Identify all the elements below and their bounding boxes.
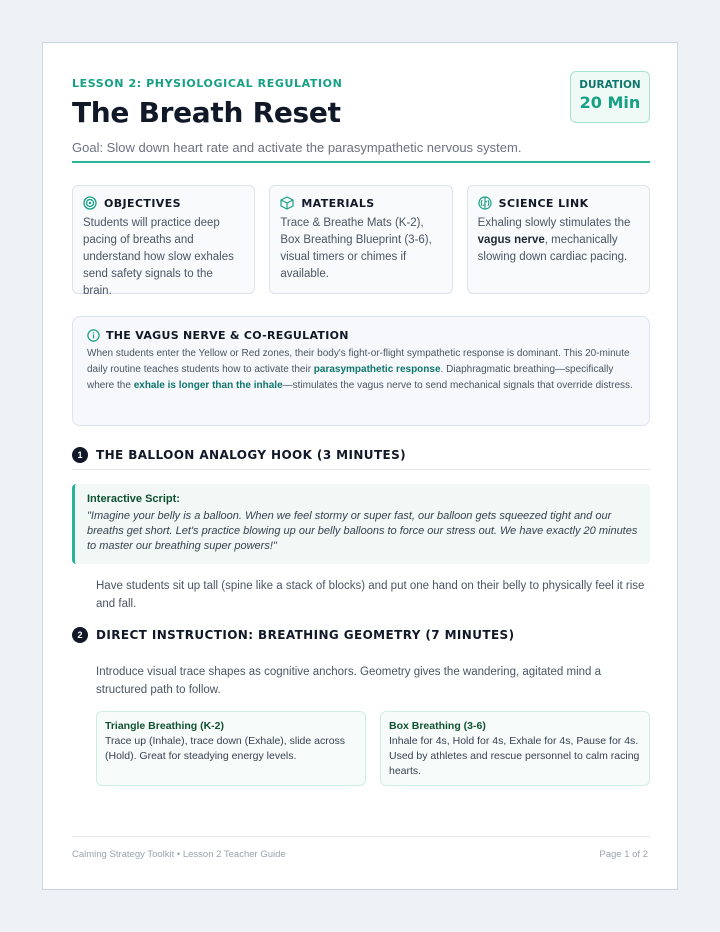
lesson-header — [72, 77, 650, 155]
vagus-nerve-term: vagus nerve — [477, 234, 545, 246]
info-cards — [72, 185, 650, 297]
callout-body: When students enter the Yellow or Red zones, their body's fight-or-flight sympathetic response is dominant. This 20-minute daily routine teaches students how to activate their parasympathetic response. Diaphragmatic breathing—specifically where the exhale is longer than the inhale—stimulates the vagus nerve to send mechanical signals that override distress. — [87, 348, 633, 391]
section-title: THE BALLOON ANALOGY HOOK (3 MINUTES) — [96, 448, 407, 462]
section-1-instruction: Have students sit up tall (spine like a stack of blocks) and put one hand on their belly to physically feel it rise and fall. — [96, 580, 645, 610]
target-icon — [83, 196, 97, 210]
section-title: DIRECT INSTRUCTION: BREATHING GEOMETRY (7 MINUTES) — [96, 628, 515, 642]
card-body: Trace & Breathe Mats (K-2), Box Breathing Blueprint (3-6), visual timers or chimes if available. — [280, 217, 432, 280]
section-number: 2 — [72, 627, 88, 643]
highlight-parasympathetic: parasympathetic response — [313, 364, 441, 375]
duration-badge — [570, 71, 650, 123]
footer-title: Calming Strategy Toolkit • Lesson 2 Teacher Guide — [72, 849, 286, 860]
section-2-heading — [72, 627, 650, 643]
box-icon — [280, 196, 294, 210]
card-body: Exhaling slowly stimulates the vagus nerve, mechanically slowing down cardiac pacing. — [477, 217, 631, 263]
box-breathing-card — [380, 711, 650, 786]
card-title: SCIENCE LINK — [498, 196, 589, 210]
lesson-page — [42, 42, 678, 890]
callout-title: THE VAGUS NERVE & CO-REGULATION — [106, 329, 349, 342]
interactive-script — [72, 484, 650, 564]
script-label: Interactive Script: — [87, 493, 180, 505]
section-divider — [72, 469, 650, 470]
section-2-intro: Introduce visual trace shapes as cognitive anchors. Geometry gives the wandering, agitated mind a structured path to follow. — [96, 666, 602, 696]
info-icon — [87, 329, 100, 342]
section-number: 1 — [72, 447, 88, 463]
vagus-nerve-callout — [72, 316, 650, 426]
section-1-heading — [72, 447, 650, 463]
materials-card — [269, 185, 452, 294]
triangle-breathing-card — [96, 711, 366, 786]
header-divider — [72, 161, 650, 163]
page-number: Page 1 of 2 — [599, 849, 648, 860]
geo-card-title: Triangle Breathing (K-2) — [105, 720, 225, 732]
duration-label: DURATION — [579, 79, 641, 91]
script-text: "Imagine your belly is a balloon. When we feel stormy or super fast, our balloon gets squeezed tight and our breaths get short. Let's practice blowing up our belly balloons to force our stress out. We have exactly 20 minutes to master our breathing super powers!" — [87, 510, 638, 552]
lesson-goal: Goal: Slow down heart rate and activate the parasympathetic nervous system. — [72, 140, 522, 155]
footer-divider — [72, 836, 650, 837]
page-title: The Breath Reset — [72, 96, 341, 129]
card-title: MATERIALS — [301, 196, 375, 210]
card-title: OBJECTIVES — [104, 196, 181, 210]
card-body: Students will practice deep pacing of breaths and understand how slow exhales send safety signals to the brain. — [83, 217, 234, 297]
lesson-tag: LESSON 2: PHYSIOLOGICAL REGULATION — [72, 77, 343, 90]
geo-card-text: Trace up (Inhale), trace down (Exhale), slide across (Hold). Great for steadying energy levels. — [105, 735, 346, 762]
objectives-card — [72, 185, 255, 297]
breathing-geometry-cards — [96, 711, 650, 786]
geo-card-text: Inhale for 4s, Hold for 4s, Exhale for 4s, Pause for 4s. Used by athletes and rescue personnel to calm racing hearts. — [389, 735, 640, 777]
highlight-exhale: exhale is longer than the inhale — [133, 380, 283, 391]
brain-icon — [478, 196, 492, 210]
science-link-card — [467, 185, 650, 294]
geo-card-title: Box Breathing (3-6) — [389, 720, 486, 732]
duration-value: 20 Min — [579, 93, 641, 112]
